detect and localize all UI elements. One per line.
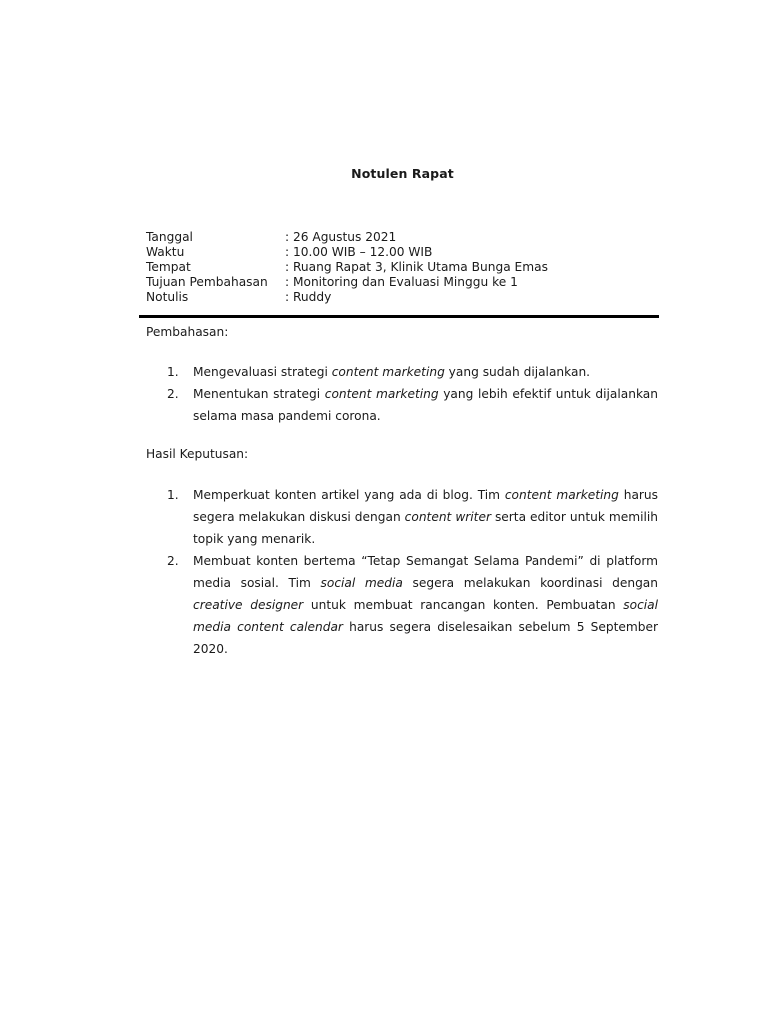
meta-value: : Ruang Rapat 3, Klinik Utama Bunga Emas [285, 260, 548, 274]
meta-row-notulis [146, 290, 548, 305]
meta-value: : 10.00 WIB – 12.00 WIB [285, 245, 433, 259]
meta-label: Notulis [146, 290, 189, 304]
list-item [146, 484, 658, 550]
meta-label: Tempat [146, 260, 191, 274]
list-text: Menentukan strategi content marketing yang lebih efektif untuk dijalankan selama masa pandemi corona. [193, 387, 658, 423]
meta-value: : Monitoring dan Evaluasi Minggu ke 1 [285, 275, 518, 289]
pembahasan-heading: Pembahasan: [146, 325, 229, 339]
divider-rule [139, 315, 659, 318]
meta-row-waktu [146, 245, 548, 260]
list-number: 1. [167, 365, 179, 379]
list-item [146, 361, 658, 383]
meta-label: Waktu [146, 245, 185, 259]
italic-term: content writer [404, 510, 491, 524]
meta-label: Tujuan Pembahasan [146, 275, 268, 289]
list-item [146, 383, 658, 427]
meta-row-tempat [146, 260, 548, 275]
list-text: Mengevaluasi strategi content marketing yang sudah dijalankan. [193, 365, 591, 379]
meeting-info [146, 230, 548, 305]
hasil-keputusan-heading: Hasil Keputusan: [146, 447, 249, 461]
italic-term: content marketing [324, 387, 439, 401]
list-text: Memperkuat konten artikel yang ada di blog. Tim content marketing harus segera melakukan diskusi dengan content writer serta editor untuk memilih topik yang menarik. [193, 488, 659, 546]
italic-term: social media [320, 576, 403, 590]
meta-row-tujuan [146, 275, 548, 290]
italic-term: content marketing [331, 365, 445, 379]
pembahasan-list [146, 361, 658, 427]
list-number: 1. [167, 488, 179, 502]
list-number: 2. [167, 554, 179, 568]
meta-value: : 26 Agustus 2021 [285, 230, 397, 244]
meta-label: Tanggal [146, 230, 193, 244]
italic-term: content marketing [504, 488, 619, 502]
meta-value: : Ruddy [285, 290, 332, 304]
meta-row-tanggal [146, 230, 548, 245]
list-number: 2. [167, 387, 179, 401]
hasil-keputusan-list [146, 484, 658, 660]
list-item [146, 550, 658, 660]
italic-term: creative designer [193, 598, 304, 612]
document-title: Notulen Rapat [351, 166, 454, 181]
list-text: Membuat konten bertema “Tetap Semangat Selama Pandemi” di platform media sosial. Tim social media segera melakukan koordinasi dengan creative designer untuk membuat rancangan konten. Pembuatan social media content calendar harus segera diselesaikan sebelum 5 September 2020. [193, 554, 659, 656]
italic-term: social media content calendar [193, 598, 659, 634]
